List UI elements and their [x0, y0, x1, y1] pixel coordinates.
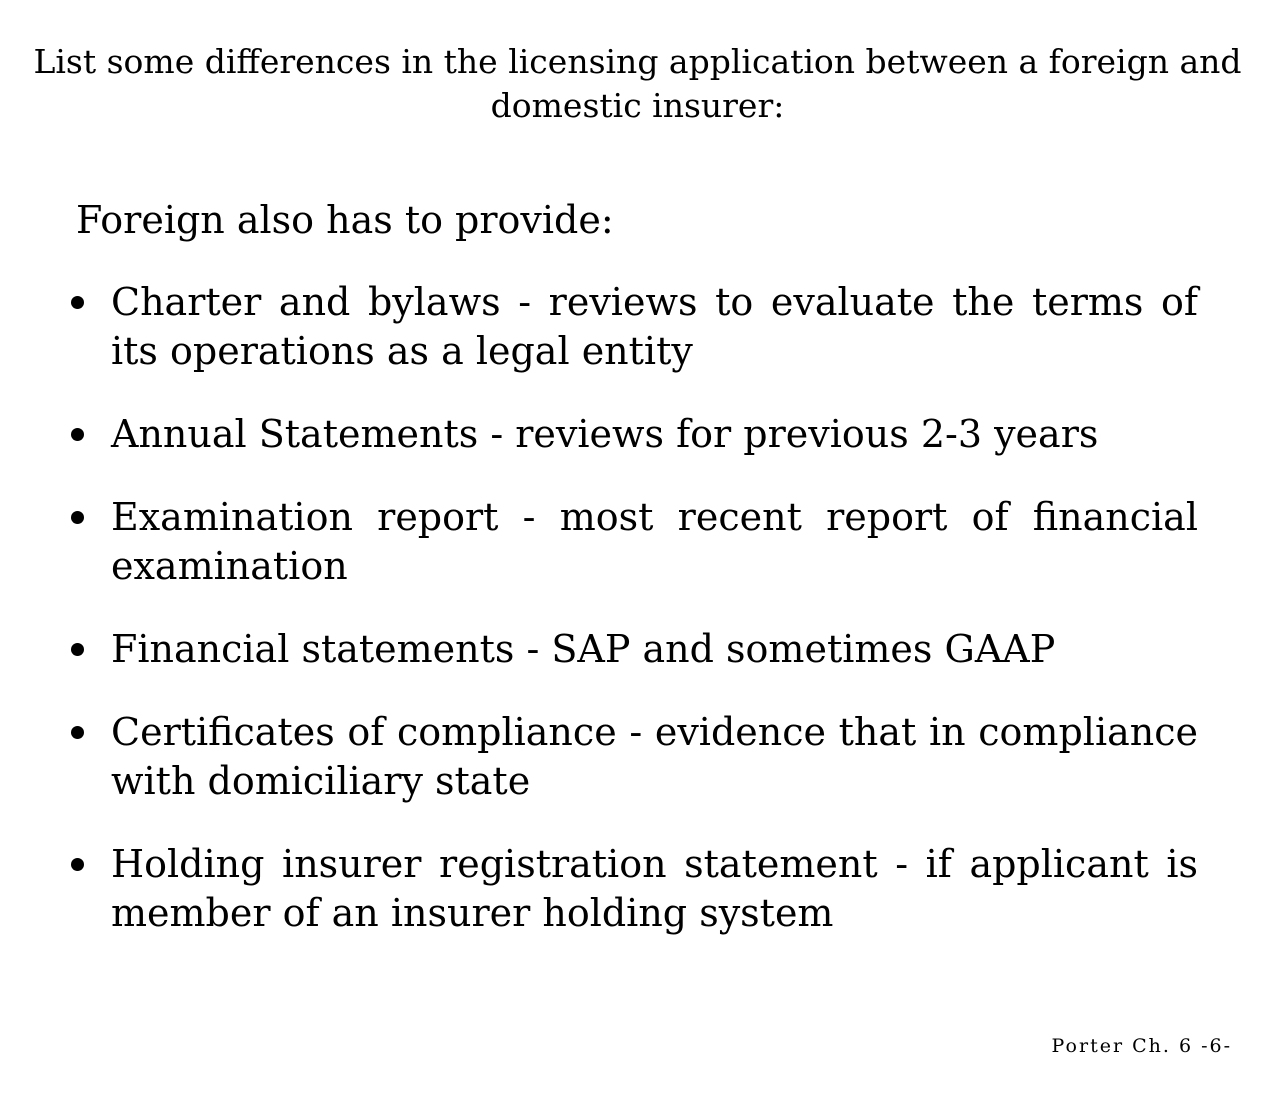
list-item-certificates-compliance — [111, 708, 1198, 806]
list-item-text: Annual Statements - reviews for previous 2-3 years — [111, 412, 1099, 456]
question-heading: List some differences in the licensing application between a foreign and domestic insurer: — [33, 42, 1242, 125]
list-item-text: Holding insurer registration statement - if applicant is member of an insurer holding system — [111, 842, 1198, 935]
list-item-holding-registration — [111, 840, 1198, 938]
list-item-text: Charter and bylaws - reviews to evaluate the terms of its operations as a legal entity — [111, 280, 1198, 373]
bullet-icon — [71, 643, 84, 656]
bullet-icon — [71, 858, 84, 871]
bullet-icon — [71, 296, 84, 309]
list-item-text: Examination report - most recent report of financial examination — [111, 495, 1198, 588]
bullet-icon — [71, 726, 84, 739]
list-item-charter-bylaws — [111, 278, 1198, 376]
list-item-examination-report — [111, 493, 1198, 591]
intro-text: Foreign also has to provide: — [76, 198, 614, 242]
list-item-annual-statements — [111, 410, 1198, 459]
bullet-icon — [71, 511, 84, 524]
page-footer: Porter Ch. 6 -6- — [1051, 1035, 1232, 1057]
bullet-list — [0, 278, 1198, 972]
bullet-icon — [71, 428, 84, 441]
list-item-text: Financial statements - SAP and sometimes GAAP — [111, 627, 1056, 671]
list-item-text: Certificates of compliance - evidence that in compliance with domiciliary state — [111, 710, 1198, 803]
list-item-financial-statements — [111, 625, 1198, 674]
